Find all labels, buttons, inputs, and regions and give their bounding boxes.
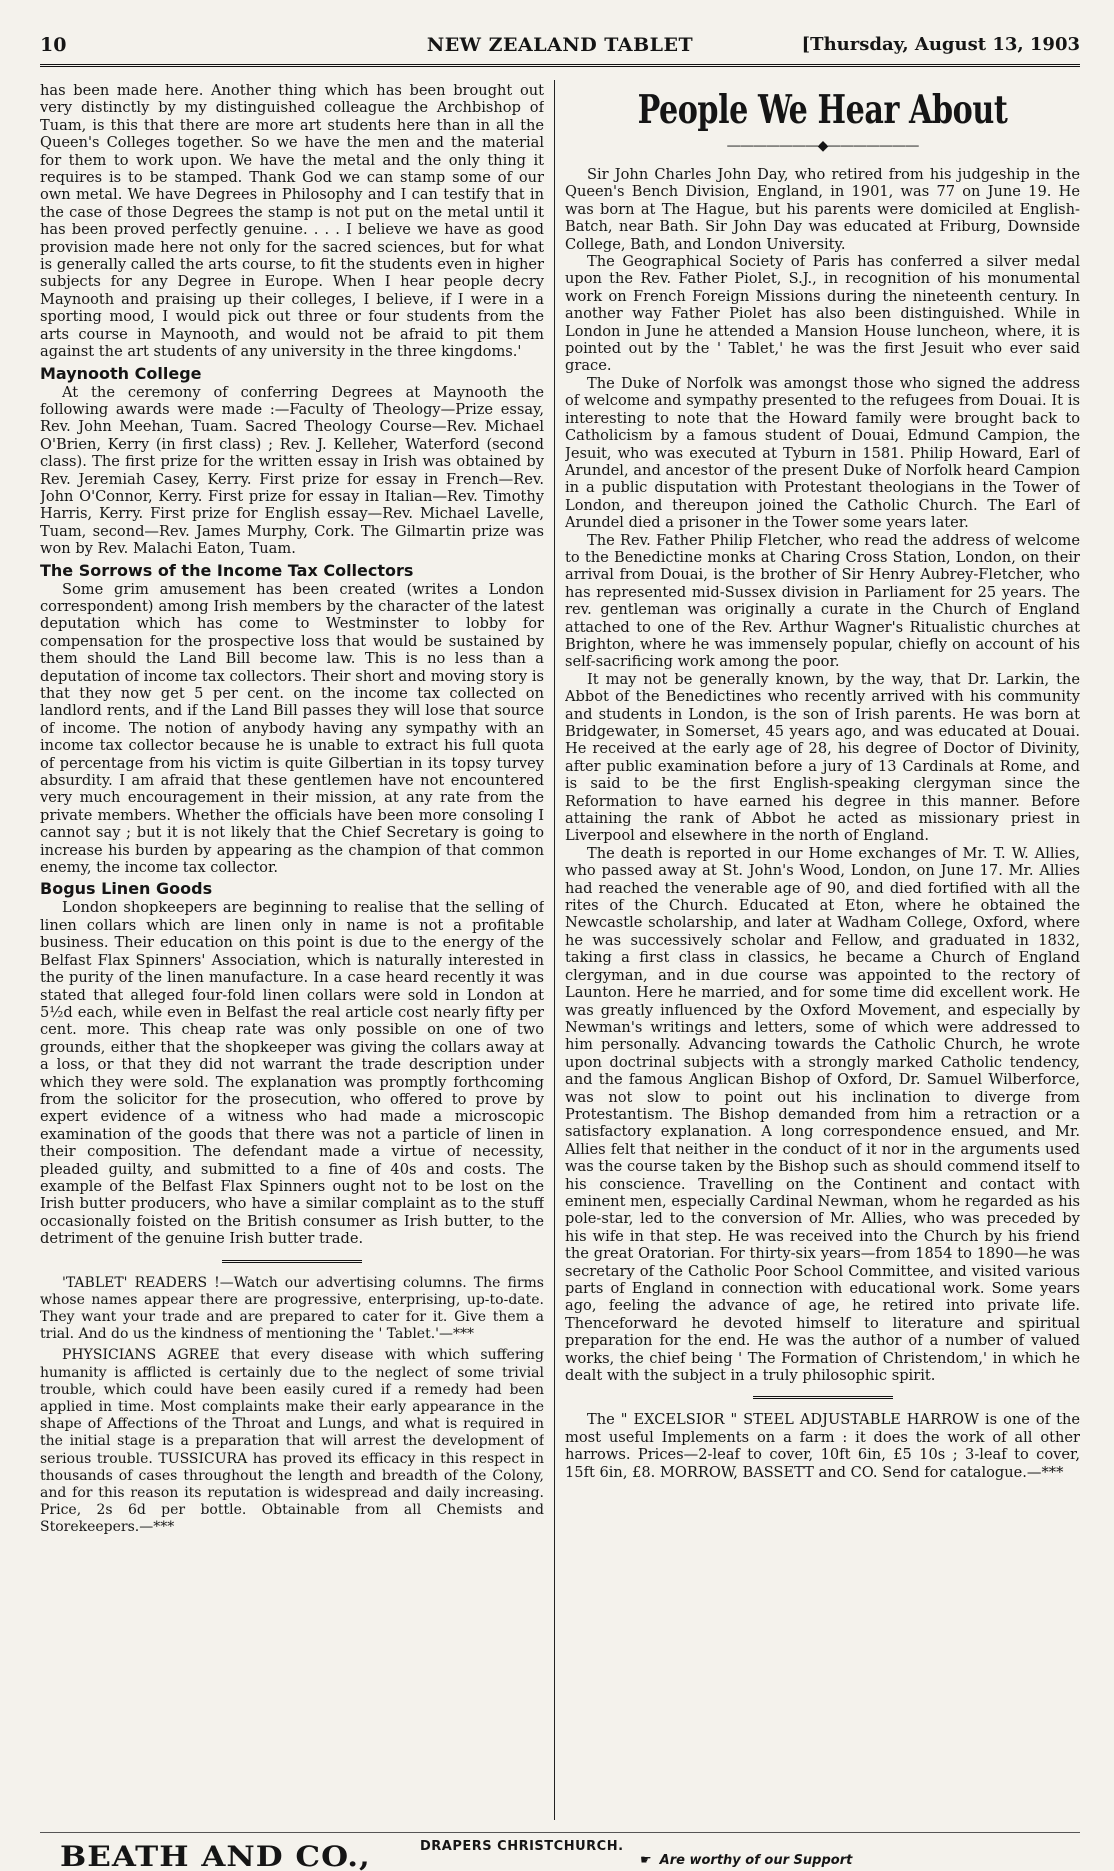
people-paragraph-3: The Duke of Norfolk was amongst those who signed the address of welcome and sympathy presented to the refugees from Douai. It is interesting to note that the Howard family were brought back to Catholicism by a famous student of Douai, Edmund Campion, the Jesuit, who was executed at Tyburn in 1581. Philip Howard, Earl of Arundel, and ancestor of the present Duke of Norfolk heard Campion in a public disputation with Protestant theologians in the Tower of London, and thereupon joined the Catholic Church. The Earl of Arundel died a prisoner in the Tower some years later.: [565, 374, 1080, 532]
heading-income-tax-collectors: The Sorrows of the Income Tax Collectors: [40, 560, 414, 580]
readers-notice: 'TABLET' READERS !—Watch our advertising columns. The firms whose names appear there are progressive, enterprising, up-to-date. They want your trade and are prepared to cater for it. Give them a trial. And do us the kindness of mentioning the ' Tablet.'—***: [40, 1274, 544, 1343]
section-rule: [222, 1260, 362, 1263]
heading-bogus-linen: Bogus Linen Goods: [40, 879, 213, 899]
footer-brand: BEATH AND CO.,: [60, 1840, 371, 1871]
page-header: [40, 34, 1080, 64]
header-rule: [40, 64, 1080, 67]
masthead: NEW ZEALAND TABLET: [426, 34, 694, 56]
linen-paragraph: London shopkeepers are beginning to realise that the selling of linen collars which are linen only in name is not a profitable business. Their education on this point is due to the energy of the Belfast Flax Spinners' Association, which is naturally interested in the purity of the linen manufacture. In a case heard recently it was stated that alleged four-fold linen collars were sold in London at 5½d each, while even in Belfast the real article cost nearly fifty per cent. more. This cheap rate was only possible on one of two grounds, either that the shopkeeper was giving the collars away at a loss, or that they did not warrant the trade description under which they were sold. The explanation was promptly forthcoming from the solicitor for the prosecution, who offered to prove by expert evidence of a witness who had made a microscopic examination of the goods that there was not a particle of linen in their composition. The defendant made a virtue of necessity, pleaded guilty, and submitted to a fine of 40s and costs. The example of the Belfast Flax Spinners ought not to be lost on the Irish butter producers, who have a similar complaint as to the stuff occasionally foisted on the British consumer as Irish butter, to the detriment of the genuine Irish butter trade.: [40, 899, 544, 1248]
people-paragraph-5: It may not be generally known, by the way, that Dr. Larkin, the Abbot of the Benedictines who recently arrived with his community and students in London, is the son of Irish parents. He was born at Bridgewater, in Somerset, 45 years ago, and was educated at Douai. He received at the early age of 28, his degree of Doctor of Divinity, after public examination before a jury of 13 Cardinals at Rome, and is said to be the first English-speaking clergyman since the Reformation to have earned his degree in this manner. Before attaining the rank of Abbot he acted as missionary priest in Liverpool and elsewhere in the north of England.: [565, 670, 1080, 845]
excelsior-advert: The " EXCELSIOR " STEEL ADJUSTABLE HARROW is one of the most useful Implements on a farm : it does the work of all other harrows. Prices—2-leaf to cover, 10ft 6in, £5 10s ; 3-leaf to cover, 15ft 6in, £8. MORROW, BASSETT and CO. Send for catalogue.—***: [565, 1411, 1080, 1481]
intro-paragraph: has been made here. Another thing which has been brought out very distinctly by my distinguished colleague the Archbishop of Tuam, is this that there are more art students here than in all the Queen's Colleges together. So we have the men and the material for them to work upon. We have the metal and the only thing it requires is to be stamped. Thank God we can stamp some of our own metal. We have Degrees in Philosophy and I can testify that in the case of those Degrees the stamp is not put on the metal until it has been proved perfectly genuine. . . . I believe we have as good provision made here not only for the sacred sciences, but for what is generally called the arts course, to fit the students even in higher subjects for any Degree in Europe. When I hear people decry Maynooth and praising up their colleges, I believe, if I were in a sporting mood, I would pick out three or four students from the arts course in Maynooth, and would not be afraid to pit them against the art students of any university in the three kingdoms.': [40, 82, 544, 361]
people-paragraph-6: The death is reported in our Home exchanges of Mr. T. W. Allies, who passed away at St. John's Wood, London, on June 17. Mr. Allies had reached the venerable age of 90, and died fortified with all the rites of the Church. Educated at Eton, where he obtained the Newcastle scholarship, and later at Wadham College, Oxford, where he was successively scholar and Fellow, and graduated in 1832, taking a first class in classics, he became a Church of England clergyman, and in due course was appointed to the rectory of Launton. Here he married, and for some time did excellent work. He was greatly influenced by the Oxford Movement, and especially by Newman's writings and letters, some of which were addressed to him personally. Advancing towards the Catholic Church, he wrote upon doctrinal subjects with a strongly marked Catholic tendency, and the famous Anglican Bishop of Oxford, Dr. Samuel Wilberforce, was not slow to point out his inclination to diverge from Protestantism. The Bishop demanded from him a retraction or a satisfactory explanation. A long correspondence ensued, and Mr. Allies felt that neither in the conduct of it nor in the arguments used was the course taken by the Bishop such as should commend itself to his conscience. Travelling on the Continent and contact with eminent men, especially Cardinal Newman, whom he regarded as his pole-star, led to the conversion of Mr. Allies, who was preceded by his wife in that step. He was received into the Church by his friend the great Oratorian. For thirty-six years—from 1854 to 1890—he was secretary of the Catholic Poor School Committee, and visited various parts of England in connection with educational work. Some years ago, feeling the advance of age, he retired into private life. Thenceforward he devoted himself to literature and spiritual preparation for the end. He was the author of a number of valued works, the chief being ' The Formation of Christendom,' in which he dealt with the subject in a truly philosophic spirit.: [565, 844, 1080, 1385]
physicians-notice: PHYSICIANS AGREE that every disease with which suffering humanity is afflicted is certainly due to the neglect of some trivial trouble, which could have been easily cured if a remedy had been applied in time. Most complaints make their early appearance in the shape of Affections of the Throat and Lungs, and what is required in the initial stage is a preparation that will arrest the development of serious trouble. TUSSICURA has proved its efficacy in this respect in thousands of cases throughout the length and breadth of the Colony, and for this reason its reputation is widespread and daily increasing. Price, 2s 6d per bottle. Obtainable from all Chemists and Storekeepers.—***: [40, 1347, 544, 1536]
footer-tagline: Are worthy of our Support: [659, 1853, 853, 1868]
footer-city: DRAPERS CHRISTCHURCH.: [420, 1839, 624, 1854]
title-ornament: ———————◆———————: [726, 138, 919, 154]
people-paragraph-1: Sir John Charles John Day, who retired from his judgeship in the Queen's Bench Division, England, in 1901, was 77 on June 19. He was born at The Hague, but his parents were domiciled at English-Batch, near Bath. Sir John Day was educated at Friburg, Downside College, Bath, and London University.: [565, 166, 1080, 253]
income-tax-paragraph: Some grim amusement has been created (writes a London correspondent) among Irish members by the character of the latest deputation which has come to Westminster to lobby for compensation for the prospective loss that would be sustained by them should the Land Bill become law. This is no less than a deputation of income tax collectors. Their short and moving story is that they now get 5 per cent. on the income tax collected on landlord rents, and if the Land Bill passes they will lose that source of income. The notion of anybody having any sympathy with an income tax collector because he is unable to extract his full quota of percentage from his victim is quite Gilbertian in its topsy turvey absurdity. I am afraid that these gentlemen have not encountered very much encouragement in their mission, at any rate from the private members. Whether the officials have been more consoling I cannot say ; but it is not likely that the Chief Secretary is going to increase his burden by appearing as the champion of that common enemy, the income tax collector.: [40, 580, 544, 877]
pointing-hand-icon: ☛: [640, 1853, 652, 1868]
heading-maynooth-college: Maynooth College: [40, 363, 202, 383]
feature-title: People We Hear About: [637, 87, 1008, 133]
page-number: 10: [40, 34, 67, 56]
left-column: [40, 82, 544, 1822]
notices: [40, 1275, 544, 1537]
footer-tagline-row: [640, 1853, 852, 1868]
right-column: [565, 82, 1080, 1822]
column-divider: [554, 80, 555, 1820]
people-paragraph-4: The Rev. Father Philip Fletcher, who read the address of welcome to the Benedictine monks at Charing Cross Station, London, on their arrival from Douai, is the brother of Sir Henry Aubrey-Fletcher, who has represented mid-Sussex division in Parliament for 25 years. The rev. gentleman was originally a curate in the Church of England attached to one of the Rev. Arthur Wagner's Ritualistic churches at Brighton, where he was immensely popular, chiefly on account of his self-sacrificing work among the poor.: [565, 531, 1080, 671]
footer-advert: [40, 1832, 1080, 1871]
maynooth-paragraph: At the ceremony of conferring Degrees at Maynooth the following awards were made :—Faculty of Theology—Prize essay, Rev. John Meehan, Tuam. Sacred Theology Course—Rev. Michael O'Brien, Kerry (in first class) ; Rev. J. Kelleher, Waterford (second class). The first prize for the written essay in Irish was obtained by Rev. Jeremiah Casey, Kerry. First prize for essay in French—Rev. John O'Connor, Kerry. First prize for essay in Italian—Rev. Timothy Harris, Kerry. First prize for English essay—Rev. Michael Lavelle, Tuam, second—Rev. James Murphy, Cork. The Gilmartin prize was won by Rev. Malachi Eaton, Tuam.: [40, 383, 544, 558]
issue-date: [Thursday, August 13, 1903: [801, 34, 1080, 55]
section-rule: [753, 1396, 893, 1399]
people-paragraph-2: The Geographical Society of Paris has conferred a silver medal upon the Rev. Father Piolet, S.J., in recognition of his monumental work on French Foreign Missions during the nineteenth century. In another way Father Piolet has also been distinguished. While in London in June he attended a Mansion House luncheon, where, it is pointed out by the ' Tablet,' he was the first Jesuit who ever said grace.: [565, 253, 1080, 375]
